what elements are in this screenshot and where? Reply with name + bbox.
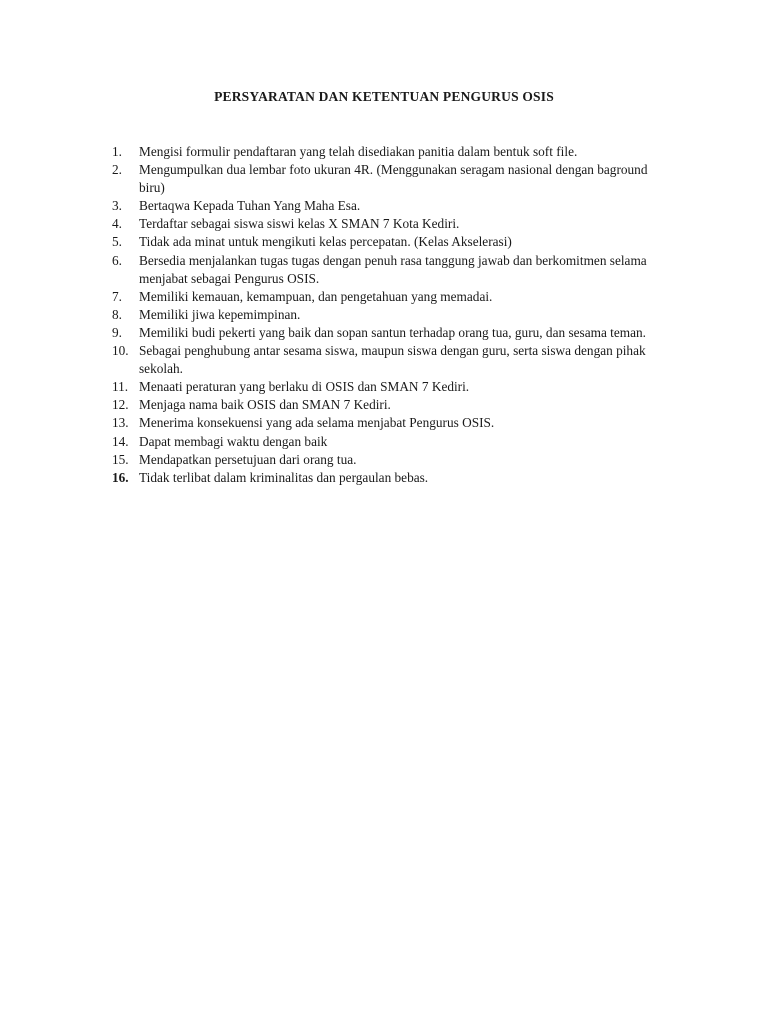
item-number: 10. bbox=[112, 343, 129, 359]
list-item bbox=[112, 252, 672, 288]
item-number: 2. bbox=[112, 162, 122, 178]
item-text: Terdaftar sebagai siswa siswi kelas X SMAN 7 Kota Kediri. bbox=[139, 216, 460, 232]
item-number: 3. bbox=[112, 198, 122, 214]
list-item bbox=[112, 396, 672, 414]
item-number: 1. bbox=[112, 144, 122, 159]
item-number: 16. bbox=[112, 469, 129, 485]
requirements-list bbox=[112, 143, 672, 487]
item-text: Menerima konsekuensi yang ada selama menjabat Pengurus OSIS. bbox=[139, 415, 495, 431]
item-number: 6. bbox=[112, 252, 122, 268]
item-number: 13. bbox=[112, 415, 129, 431]
item-text: Memiliki kemauan, kemampuan, dan pengetahuan yang memadai. bbox=[139, 288, 493, 304]
list-item bbox=[112, 469, 672, 487]
item-text: Menaati peraturan yang berlaku di OSIS dan SMAN 7 Kediri. bbox=[139, 379, 470, 395]
list-item bbox=[112, 378, 672, 396]
item-number: 5. bbox=[112, 234, 122, 250]
item-text: Menjaga nama baik OSIS dan SMAN 7 Kediri. bbox=[139, 397, 391, 413]
document-title: PERSYARATAN DAN KETENTUAN PENGURUS OSIS bbox=[214, 89, 554, 104]
list-item bbox=[112, 414, 672, 432]
item-number: 11. bbox=[112, 379, 129, 395]
item-number: 7. bbox=[112, 288, 122, 304]
item-number: 14. bbox=[112, 433, 129, 449]
item-text: Tidak ada minat untuk mengikuti kelas percepatan. (Kelas Akselerasi) bbox=[139, 234, 512, 250]
list-item bbox=[112, 342, 672, 378]
list-item bbox=[112, 433, 672, 451]
list-item bbox=[112, 215, 672, 233]
item-number: 4. bbox=[112, 216, 122, 232]
item-number: 9. bbox=[112, 324, 122, 340]
item-text: Mendapatkan persetujuan dari orang tua. bbox=[139, 451, 357, 467]
item-number: 15. bbox=[112, 451, 129, 467]
item-number: 8. bbox=[112, 306, 122, 322]
list-item bbox=[112, 451, 672, 469]
list-item bbox=[112, 197, 672, 215]
item-text: Dapat membagi waktu dengan baik bbox=[139, 433, 328, 449]
item-text: Memiliki budi pekerti yang baik dan sopan santun terhadap orang tua, guru, dan sesama teman. bbox=[139, 324, 646, 340]
list-item bbox=[112, 324, 672, 342]
list-item bbox=[112, 143, 672, 161]
item-text: Bertaqwa Kepada Tuhan Yang Maha Esa. bbox=[139, 198, 361, 214]
item-number: 12. bbox=[112, 397, 129, 413]
item-text: Mengisi formulir pendaftaran yang telah disediakan panitia dalam bentuk soft file. bbox=[139, 144, 578, 159]
item-text: Bersedia menjalankan tugas tugas dengan penuh rasa tanggung jawab dan berkomitmen selama menjabat sebagai Pengurus OSIS. bbox=[139, 252, 647, 286]
item-text: Tidak terlibat dalam kriminalitas dan pergaulan bebas. bbox=[139, 469, 429, 485]
list-item bbox=[112, 161, 672, 197]
list-item bbox=[112, 306, 672, 324]
item-text: Mengumpulkan dua lembar foto ukuran 4R. (Menggunakan seragam nasional dengan baground biru) bbox=[139, 162, 648, 196]
list-item bbox=[112, 233, 672, 251]
item-text: Sebagai penghubung antar sesama siswa, maupun siswa dengan guru, serta siswa dengan pihak sekolah. bbox=[139, 343, 646, 377]
list-item bbox=[112, 288, 672, 306]
item-text: Memiliki jiwa kepemimpinan. bbox=[139, 306, 301, 322]
